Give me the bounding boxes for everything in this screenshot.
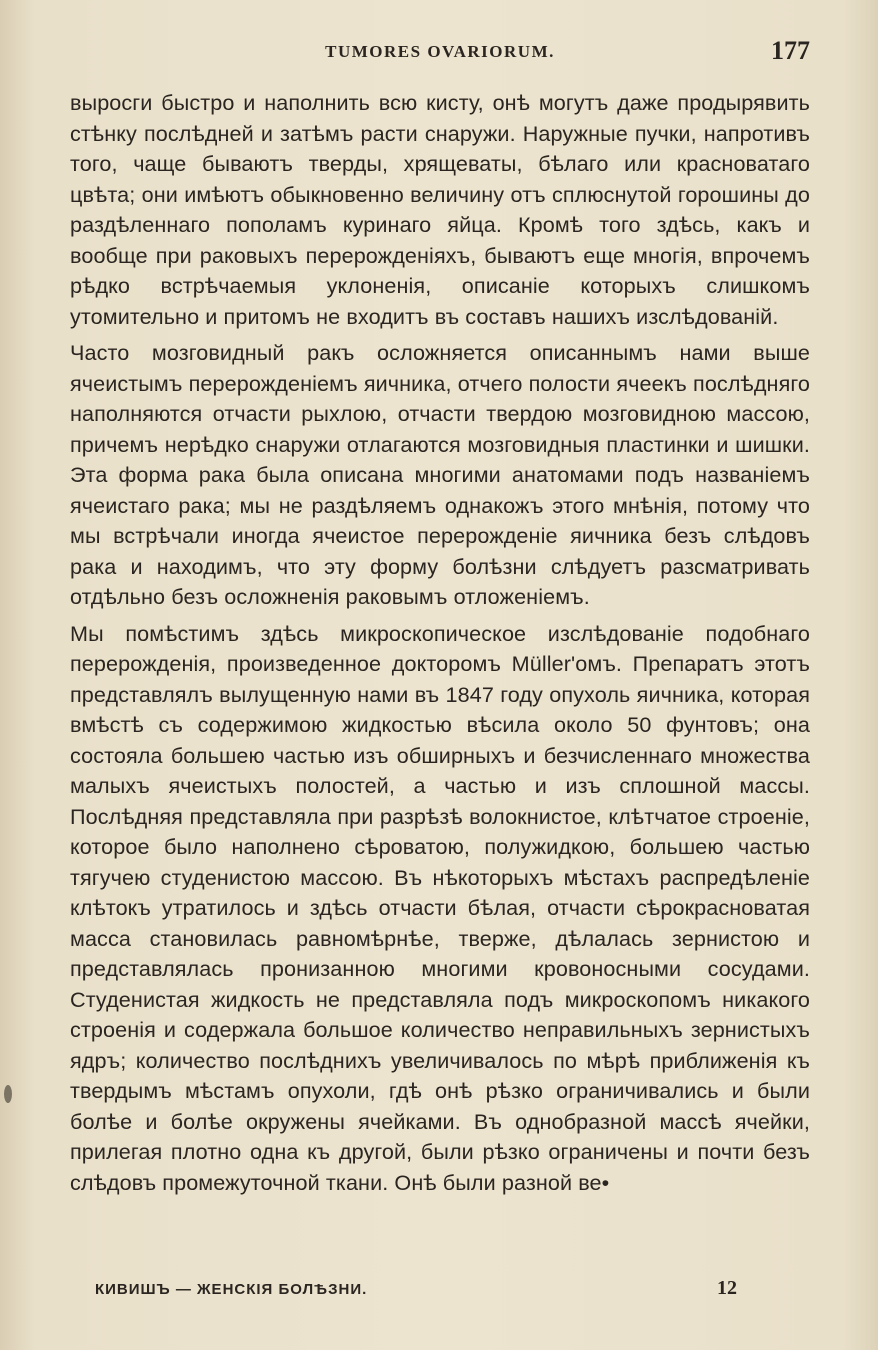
page-header	[70, 36, 810, 72]
paragraph-2: Часто мозговидный ракъ осложняется описаннымъ нами выше ячеистымъ перерожденіемъ яичника, отчего полости ячеекъ послѣдняго наполняются отчасти рыхлою, отчасти твердою мозговидною массою, причемъ нерѣдко снаружи отлагаются мозговидныя пластинки и шишки. Эта форма рака была описана многими анатомами подъ названіемъ ячеистаго рака; мы не раздѣляемъ однакожъ этого мнѣнія, потому что мы встрѣчали иногда ячеистое перерожденіе яичника безъ слѣдовъ рака и находимъ, что эту форму болѣзни слѣдуетъ разсматривать отдѣльно безъ осложненія раковымъ отложеніемъ.	[70, 340, 810, 609]
sheet-mark: 12	[717, 1277, 737, 1299]
running-title: TUMORES OVARIORUM.	[325, 42, 555, 61]
page-number: 177	[771, 36, 810, 65]
signature-line: КИВИШЪ — ЖЕНСКІЯ БОЛѢЗНИ.	[95, 1281, 368, 1298]
body-text	[70, 88, 810, 1198]
ink-spot	[4, 1085, 12, 1103]
paragraph-3: Мы помѣстимъ здѣсь микроскопическое изслѣдованіе подобнаго перерожденія, произведенное докторомъ Müller'омъ. Препаратъ этотъ представлялъ вылущенную нами въ 1847 году опухоль яичника, которая вмѣстѣ съ содержимою жидкостью вѣсила около 50 фунтовъ; она состояла большею частью изъ обширныхъ и безчисленнаго множества малыхъ ячеистыхъ полостей, а частью и изъ сплошной массы. Послѣдняя представляла при разрѣзѣ волокнистое, клѣтчатое строеніе, которое было наполнено сѣроватою, полужидкою, большею частью тягучею студенистою массою. Въ нѣкоторыхъ мѣстахъ распредѣленіе клѣтокъ утратилось и здѣсь отчасти бѣлая, отчасти сѣрокрасноватая масса становилась равномѣрнѣе, тверже, дѣлалась зернистою и представлялась пронизанною многими кровоносными сосудами. Студенистая жидкость не представляла подъ микроскопомъ никакого строенія и содержала большое количество неправильныхъ зернистыхъ ядръ; количество послѣднихъ увеличивалось по мѣрѣ приближенія къ твердымъ мѣстамъ опухоли, гдѣ онѣ рѣзко ограничивались и были болѣе и болѣе окружены ячейками. Въ однобразной массѣ ячейки, прилегая плотно одна къ другой, были рѣзко ограничены и почти безъ слѣдовъ промежуточной ткани. Онѣ были разной ве•	[70, 620, 810, 1195]
page-footer	[95, 1277, 745, 1311]
paragraph-1: выросги быстро и наполнить всю кисту, онѣ могутъ даже продырявить стѣнку послѣдней и затѣмъ расти снаружи. Наружные пучки, напротивъ того, чаще бываютъ тверды, хрящеваты, бѣлаго или красноватаго цвѣта; они имѣютъ обыкновенно величину отъ сплюснутой горошины до раздѣленнаго пополамъ куринаго яйца. Кромѣ того здѣсь, какъ и вообще при раковыхъ перерожденіяхъ, бываютъ еще многія, впрочемъ рѣдко встрѣчаемыя уклоненія, описаніе которыхъ слишкомъ утомительно и притомъ не входитъ въ составъ нашихъ изслѣдованій.	[70, 90, 810, 329]
